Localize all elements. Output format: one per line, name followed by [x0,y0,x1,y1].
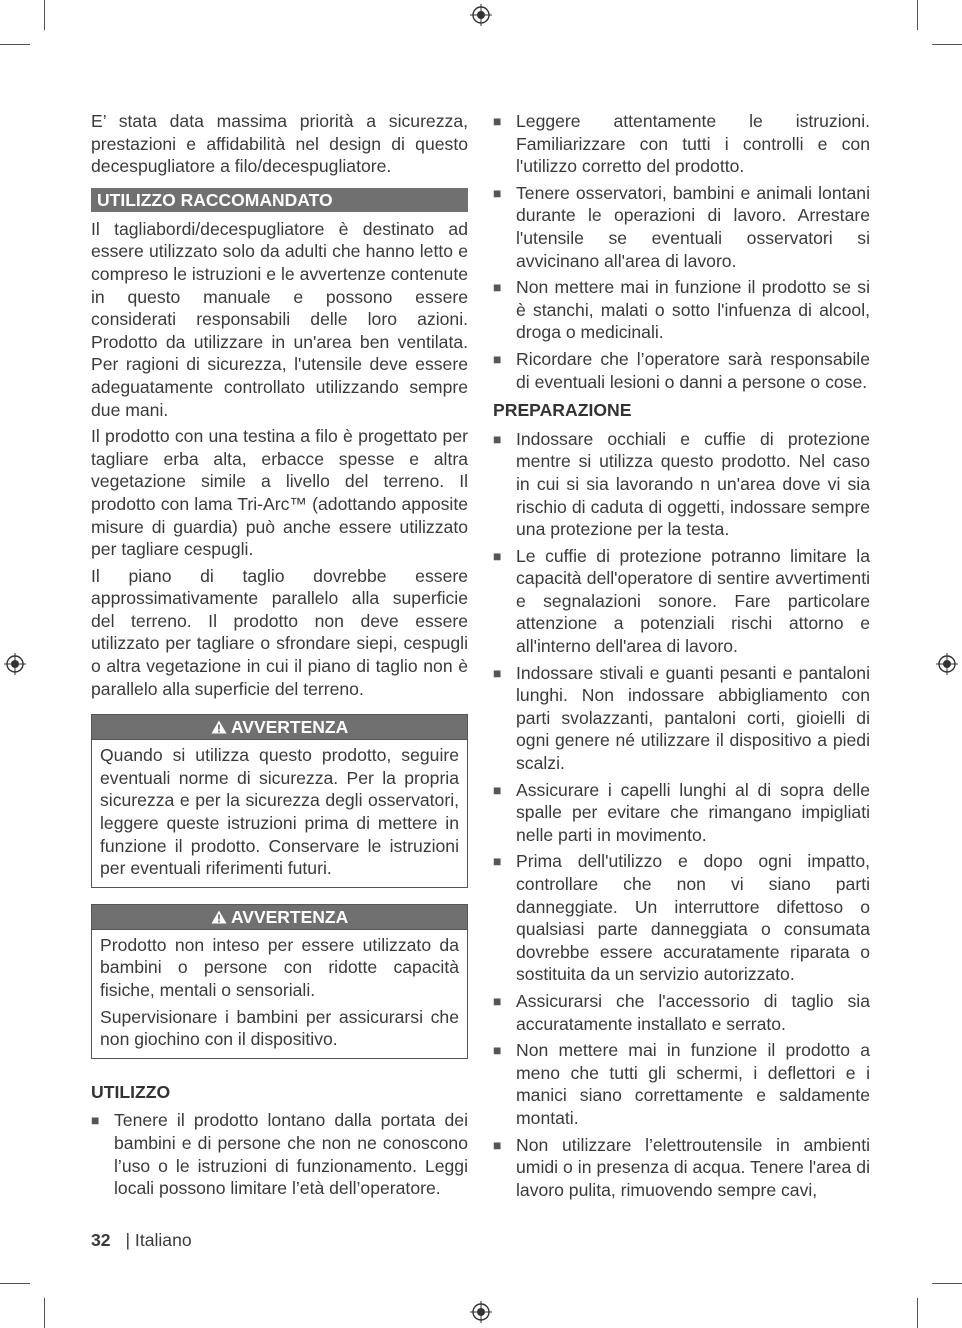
crop-mark [917,0,918,30]
left-column [91,110,468,1204]
registration-mark-icon [470,4,492,26]
page-footer [91,1230,192,1251]
warning-text: Supervisionare i bambini per assicurarsi che non giochino con il dispositivo. [100,1006,459,1050]
recommended-use-heading: UTILIZZO RACCOMANDATO [91,188,468,212]
square-bullet-icon: ■ [493,853,502,870]
intro-paragraph: E’ stata data massima priorità a sicurezza, prestazioni e affidabilità nel design di questo decespugliatore a filo/decespugliatore. [91,111,468,177]
preparation-list [493,428,870,1202]
square-bullet-icon: ■ [493,113,502,129]
warning-title: AVVERTENZA [230,906,349,927]
usage-list [91,1109,468,1199]
recommended-paragraph: Il piano di taglio dovrebbe essere approssimativamente parallelo alla superficie del terreno. Il prodotto non deve essere utilizzato per tagliare o sfrondare siepi, cespugli o altra vegetazione in cui il piano di taglio non è parallelo alla superficie del terreno. [91,565,468,699]
square-bullet-icon: ■ [493,350,502,367]
recommended-paragraph: Il prodotto con una testina a filo è progettato per tagliare erba alta, erbacce spesse e altra vegetazione simile a livello del terreno. Il prodotto con lama Tri-Arc™ (adottando apposite misure di guardia) può anche essere utilizzato per tagliare cespugli. [91,426,468,560]
list-item: ■ Indossare occhiali e cuffie di protezione mentre si utilizza questo prodotto. Nel caso in cui si sia lavorando n un'area dove vi sia rischio di caduta di oggetti, indossare sempre una protezione per la testa. [493,428,870,540]
footer-language: | Italiano [125,1230,192,1250]
preparation-heading: PREPARAZIONE [493,400,632,421]
warning-text: Quando si utilizza questo prodotto, seguire eventuali norme di sicurezza. Per la propria sicurezza e per la sicurezza degli osservatori, leggere queste istruzioni prima di mettere in funzione il prodotto. Conservare le istruzioni per eventuali riferimenti futuri. [100,745,459,879]
square-bullet-icon: ■ [493,547,502,564]
list-item: ■ Le cuffie di protezione potranno limitare la capacità dell'operatore di sentire avvertimenti e segnalazioni sonore. Fare particolare attenzione a potenziali rischi attorno e all'interno dell'area di lavoro. [493,545,870,657]
square-bullet-icon: ■ [493,1136,502,1153]
right-column [493,110,870,1205]
list-item: ■ Indossare stivali e guanti pesanti e pantaloni lunghi. Non indossare abbigliamento con parti svolazzanti, pantaloni corti, gioielli di ogni genere né utilizzare il dispositivo a piedi scalzi. [493,662,870,774]
usage-heading: UTILIZZO [91,1081,171,1102]
warning-header [92,715,467,740]
square-bullet-icon: ■ [493,1042,502,1059]
crop-mark [0,1283,30,1284]
list-item: ■ Non mettere mai in funzione il prodotto se si è stanchi, malati o sotto l'infuenza di alcool, droga o medicinali. [493,277,870,343]
crop-mark [932,1283,962,1284]
crop-mark [917,1298,918,1328]
page-number: 32 [91,1230,111,1250]
square-bullet-icon: ■ [493,664,502,681]
list-item: ■ Prima dell'utilizzo e dopo ogni impatto, controllare che non vi siano parti danneggiate. Un interruttore difettoso o qualsiasi parte danneggiata o consumata dovrebbe essere accuratamente riparata o sostituita da un servizio autorizzato. [493,851,870,985]
warning-box [91,904,468,1059]
crop-mark [0,44,30,45]
square-bullet-icon: ■ [91,1112,100,1129]
registration-mark-icon [470,1301,492,1323]
safety-list [493,110,870,393]
square-bullet-icon: ■ [493,781,502,798]
square-bullet-icon: ■ [493,184,502,201]
list-item: ■ Non utilizzare l’elettroutensile in ambienti umidi o in presenza di acqua. Tenere l'area di lavoro pulita, rimuovendo sempre cavi, [493,1134,870,1200]
crop-mark [44,1298,45,1328]
crop-mark [44,0,45,30]
square-bullet-icon: ■ [493,430,502,447]
list-item: ■ Assicurarsi che l'accessorio di taglio sia accuratamente installato e serrato. [493,990,870,1034]
list-item: ■ Tenere il prodotto lontano dalla portata dei bambini e di persone che non ne conoscono l’uso o le istruzioni di funzionamento. Leggi locali possono limitare l’età dell’operatore. [91,1110,468,1199]
warning-header [92,905,467,930]
registration-mark-icon [936,653,958,675]
warning-title: AVVERTENZA [230,717,349,738]
square-bullet-icon: ■ [493,992,502,1009]
list-item: ■ Ricordare che l’operatore sarà responsabile di eventuali lesioni o danni a persone o cose. [493,348,870,392]
square-bullet-icon: ■ [493,279,502,296]
warning-triangle-icon [211,910,227,924]
recommended-paragraph: Il tagliabordi/decespugliatore è destinato ad essere utilizzato solo da adulti che hanno letto e compreso le istruzioni e le avvertenze contenute in questo manuale e possono essere considerati responsabili delle loro azioni. Prodotto da utilizzare in un'area ben ventilata. Per ragioni di sicurezza, l'utensile deve essere adeguatamente controllato utilizzando sempre due mani. [91,218,468,420]
list-item: ■ Leggere attentamente le istruzioni. Familiarizzare con tutti i controlli e con l'utilizzo corretto del prodotto. [493,111,870,177]
list-item: ■ Tenere osservatori, bambini e animali lontani durante le operazioni di lavoro. Arrestare l'utensile se eventuali osservatori si avvicinano all'area di lavoro. [493,182,870,271]
crop-mark [932,44,962,45]
registration-mark-icon [4,653,26,675]
warning-box [91,714,468,888]
warning-text: Prodotto non inteso per essere utilizzato da bambini o persone con ridotte capacità fisiche, mentali o sensoriali. [100,934,459,1000]
list-item: ■ Assicurare i capelli lunghi al di sopra delle spalle per evitare che rimangano impigliati nelle parti in movimento. [493,779,870,845]
warning-triangle-icon [211,720,227,734]
list-item: ■ Non mettere mai in funzione il prodotto a meno che tutti gli schermi, i deflettori e i manici siano correttamente e saldamente montati. [493,1040,870,1128]
